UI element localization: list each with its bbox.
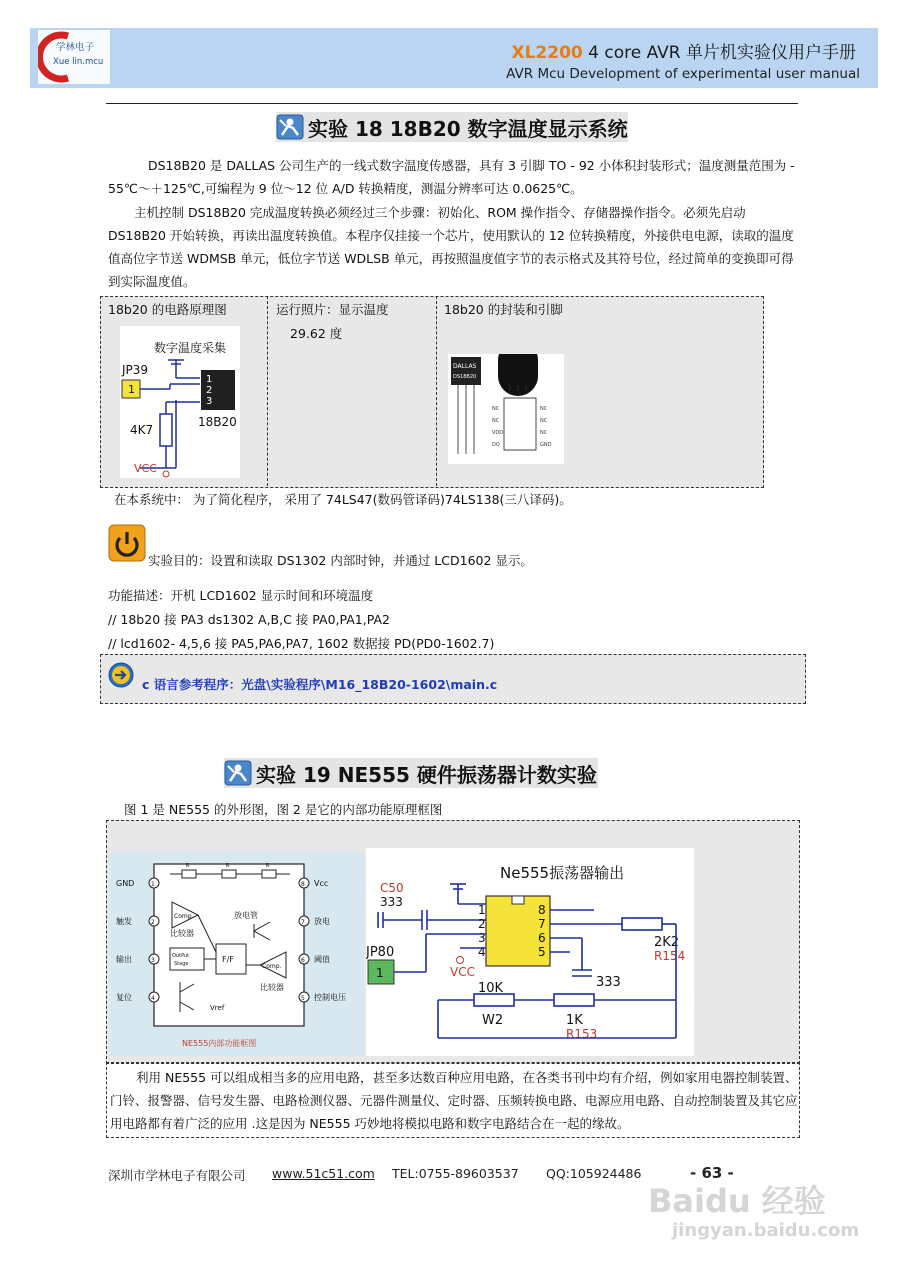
svg-text:7: 7	[538, 917, 546, 931]
svg-text:NE555内部功能框图: NE555内部功能框图	[182, 1039, 257, 1048]
svg-text:比较器: 比较器	[170, 929, 194, 938]
svg-text:1K: 1K	[566, 1013, 583, 1028]
logo-text-en: Xue lin.mcu	[53, 57, 104, 67]
svg-text:Stage: Stage	[174, 961, 189, 967]
footer-url[interactable]	[272, 1166, 375, 1181]
svg-text:333: 333	[380, 895, 403, 909]
svg-text:6: 6	[538, 931, 546, 945]
svg-text:放电管: 放电管	[234, 911, 258, 920]
svg-text:8: 8	[301, 881, 305, 888]
experiment-purpose: 实验目的：设置和读取 DS1302 内部时钟，并通过 LCD1602 显示。	[148, 553, 533, 568]
svg-text:R154: R154	[654, 949, 686, 963]
svg-text:2: 2	[151, 919, 155, 926]
svg-text:NC: NC	[540, 430, 548, 436]
svg-text:JP80: JP80	[366, 945, 395, 960]
svg-text:W2: W2	[482, 1013, 504, 1028]
website-link[interactable]: www.51c51.com	[272, 1166, 375, 1181]
svg-text:DALLAS: DALLAS	[453, 363, 477, 370]
svg-text:触发: 触发	[116, 917, 132, 926]
svg-text:DS18B20: DS18B20	[453, 374, 477, 380]
svg-text:18B20: 18B20	[198, 415, 237, 429]
temperature-value: 29.62 度	[290, 326, 343, 341]
header-title	[511, 38, 856, 63]
svg-text:JP39: JP39	[122, 363, 149, 377]
svg-text:控制电压: 控制电压	[314, 993, 346, 1002]
intro-paragraph-2: 主机控制 DS18B20 完成温度转换必须经过三个步骤：初始化、ROM 操作指令、存储器操作指令。必须先启动 DS18B20 开始转换，再读出温度转换值。本程序仅挂接一个芯片，使用默认的 12 位转换精度，外接供电电源，读取的温度值高位字节送 WDMSB 单元，低位字节送 WDLSB 单元，再按照温度值字节的表示格式及其符号位，经过简单的变换即可得到实际温度值。	[108, 205, 794, 289]
worker-icon	[224, 760, 252, 786]
ne555-block-diagram	[110, 852, 364, 1056]
svg-text:6: 6	[301, 957, 305, 964]
svg-text:F/F: F/F	[222, 955, 234, 964]
svg-text:1: 1	[151, 881, 155, 888]
section-19-title-text: 实验 19 NE555 硬件振荡器计数实验	[256, 762, 597, 787]
svg-text:3: 3	[478, 931, 486, 945]
svg-text:1: 1	[128, 383, 135, 396]
header-title-rest: 4 core AVR 单片机实验仪用户手册	[588, 43, 856, 63]
schematic-label: 18b20 的电路原理图	[108, 302, 227, 317]
watermark-url: jingyan.baidu.com	[672, 1220, 860, 1241]
svg-text:Comp.: Comp.	[174, 913, 194, 920]
svg-text:VCC: VCC	[450, 965, 475, 979]
system-note: 在本系统中： 为了简化程序， 采用了 74LS47(数码管译码)74LS138(三八译码)。	[114, 492, 572, 507]
svg-text:NC: NC	[492, 418, 500, 424]
figure-caption: 图 1 是 NE555 的外形图，图 2 是它的内部功能原理框图	[124, 802, 443, 817]
svg-text:2: 2	[478, 917, 486, 931]
svg-text:VCC: VCC	[134, 462, 157, 475]
header-subtitle: AVR Mcu Development of experimental user manual	[506, 66, 860, 82]
svg-text:4: 4	[151, 995, 155, 1002]
svg-text:3: 3	[206, 396, 213, 407]
code-comment-2: // lcd1602- 4,5,6 接 PA5,PA6,PA7, 1602 数据接 PD(PD0-1602.7)	[108, 636, 495, 651]
svg-text:R153: R153	[566, 1027, 598, 1041]
svg-text:放电: 放电	[314, 917, 330, 926]
section-18-title	[276, 112, 628, 142]
svg-text:3: 3	[151, 957, 155, 964]
code-comment-1: // 18b20 接 PA3 ds1302 A,B,C 接 PA0,PA1,PA2	[108, 612, 390, 627]
svg-text:1: 1	[206, 374, 213, 385]
svg-text:R: R	[226, 863, 230, 869]
svg-text:2: 2	[206, 385, 213, 396]
svg-text:输出: 输出	[116, 955, 132, 964]
footer-tel: TEL:0755-89603537	[392, 1166, 519, 1181]
reference-program-link[interactable]: c 语言参考程序：光盘\实验程序\M16_18B20-1602\main.c	[142, 677, 498, 692]
svg-text:比较器: 比较器	[260, 983, 284, 992]
svg-text:8: 8	[538, 903, 546, 917]
ds18b20-package-image	[448, 354, 564, 464]
product-name: XL2200	[511, 43, 583, 63]
svg-text:5: 5	[538, 945, 546, 959]
footer-qq: QQ:105924486	[546, 1166, 642, 1181]
table-divider-1	[267, 296, 268, 486]
svg-text:DQ: DQ	[492, 442, 500, 448]
svg-text:数字温度采集: 数字温度采集	[154, 341, 227, 355]
arrow-right-icon	[108, 662, 134, 688]
ds18b20-schematic	[120, 326, 240, 478]
svg-text:3: 3	[524, 385, 528, 392]
footer-company: 深圳市学林电子有限公司	[108, 1168, 246, 1183]
svg-text:333: 333	[596, 975, 621, 990]
svg-text:5: 5	[301, 995, 305, 1002]
svg-text:Vref: Vref	[210, 1004, 225, 1012]
logo-text-cn: 学林电子	[56, 42, 95, 53]
watermark: Baidu 经验	[648, 1182, 826, 1220]
svg-text:NC: NC	[540, 406, 548, 412]
worker-icon	[276, 114, 304, 140]
function-description: 功能描述：开机 LCD1602 显示时间和环境温度	[108, 588, 374, 603]
section-19-title	[224, 758, 598, 788]
svg-text:2: 2	[516, 385, 520, 392]
svg-text:C50: C50	[380, 881, 404, 895]
header-rule	[106, 103, 798, 104]
svg-text:4: 4	[478, 945, 486, 959]
ne555-oscillator-schematic	[366, 848, 694, 1056]
svg-text:4K7: 4K7	[130, 423, 154, 437]
photo-label: 运行照片：显示温度	[276, 302, 389, 317]
ne555-description: 利用 NE555 可以组成相当多的应用电路，甚至多达数百种应用电路，在各类书刊中均有介绍，例如家用电器控制装置、门铃、报警器、信号发生器、电路检测仪器、元器件测量仪、定时器、压频转换电路、电源应用电路、自动控制装置及其它应用电路都有着广泛的应用 .这是因为 NE555 巧妙地将模拟电路和数字电路结合在一起的缘故。	[110, 1070, 798, 1131]
svg-text:Vcc: Vcc	[314, 879, 329, 888]
section-18-title-text: 实验 18 18B20 数字温度显示系统	[308, 116, 628, 141]
table-divider-2	[436, 296, 437, 486]
svg-text:R: R	[186, 863, 190, 869]
svg-text:Ne555振荡器输出: Ne555振荡器输出	[500, 864, 625, 882]
svg-text:VDD: VDD	[492, 430, 504, 436]
svg-text:GND: GND	[116, 879, 135, 888]
svg-text:2K2: 2K2	[654, 935, 680, 950]
svg-text:R: R	[266, 863, 270, 869]
svg-text:1: 1	[478, 903, 486, 917]
svg-text:Comp.: Comp.	[262, 963, 282, 970]
power-icon	[108, 524, 146, 562]
svg-text:GND: GND	[540, 442, 552, 448]
company-logo	[38, 30, 110, 84]
svg-text:7: 7	[301, 919, 305, 926]
intro-paragraph-1: DS18B20 是 DALLAS 公司生产的一线式数字温度传感器，具有 3 引脚 TO - 92 小体积封装形式；温度测量范围为 - 55℃～＋125℃,可编程为 9 位～12 位 A/D 转换精度，测温分辨率可达 0.0625℃。	[108, 158, 795, 196]
svg-text:复位: 复位	[116, 993, 132, 1002]
page-number: - 63 -	[690, 1164, 734, 1182]
svg-text:10K: 10K	[478, 981, 504, 996]
svg-text:NC: NC	[492, 406, 500, 412]
svg-text:1: 1	[376, 966, 384, 980]
svg-text:阈值: 阈值	[314, 955, 330, 964]
svg-text:OutPut: OutPut	[172, 953, 190, 959]
svg-text:1: 1	[508, 385, 512, 392]
package-label: 18b20 的封装和引脚	[444, 302, 563, 317]
svg-text:NC: NC	[540, 418, 548, 424]
